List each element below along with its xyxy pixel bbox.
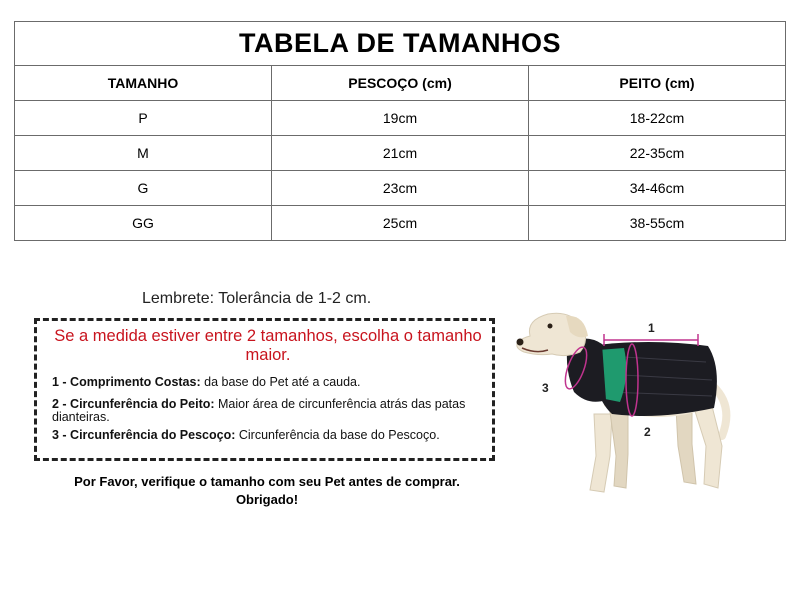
instruction-text: Maior área de circunferência atrás das patas dianteiras. xyxy=(52,397,466,424)
table-row xyxy=(15,136,786,171)
cell-chest: 22-35cm xyxy=(529,136,786,171)
back-length-instruction xyxy=(52,376,484,389)
cell-size: M xyxy=(15,136,272,171)
cell-size: P xyxy=(15,101,272,136)
footer-message xyxy=(22,473,512,509)
instruction-label: 1 - Comprimento Costas: xyxy=(52,375,201,389)
header-chest: PEITO (cm) xyxy=(529,66,786,101)
marker-3: 3 xyxy=(542,381,549,395)
table-row xyxy=(15,171,786,206)
cell-neck: 23cm xyxy=(272,171,529,206)
header-size: TAMANHO xyxy=(15,66,272,101)
cell-neck: 19cm xyxy=(272,101,529,136)
table-header-row xyxy=(15,66,786,101)
dog-front-leg-far xyxy=(610,412,628,488)
cell-size: G xyxy=(15,171,272,206)
table-row xyxy=(15,206,786,241)
marker-2: 2 xyxy=(644,425,651,439)
neck-instruction xyxy=(52,429,484,442)
cell-chest: 34-46cm xyxy=(529,171,786,206)
dog-measurement-illustration xyxy=(508,296,758,506)
chest-instruction xyxy=(52,398,484,424)
footer-thanks: Obrigado! xyxy=(235,492,299,507)
size-warning: Se a medida estiver entre 2 tamanhos, escolha o tamanho maior. xyxy=(54,327,482,364)
dog-back-leg-far xyxy=(676,408,696,484)
instruction-text: Circunferência da base do Pescoço. xyxy=(235,428,440,442)
cell-neck: 21cm xyxy=(272,136,529,171)
instruction-label: 3 - Circunferência do Pescoço: xyxy=(52,428,236,442)
instruction-text: da base do Pet até a cauda. xyxy=(200,375,361,389)
measurement-instructions-box xyxy=(34,318,495,461)
marker-1: 1 xyxy=(648,321,655,335)
cell-chest: 18-22cm xyxy=(529,101,786,136)
footer-line: Por Favor, verifique o tamanho com seu Pet antes de comprar. xyxy=(74,474,460,489)
dog-back-leg xyxy=(694,406,722,488)
cell-neck: 25cm xyxy=(272,206,529,241)
table-title-row xyxy=(15,22,786,66)
dog-nose xyxy=(517,339,524,346)
dog-front-leg xyxy=(590,414,612,492)
instruction-label: 2 - Circunferência do Peito: xyxy=(52,397,215,411)
header-neck: PESCOÇO (cm) xyxy=(272,66,529,101)
size-table xyxy=(14,21,786,241)
table-row xyxy=(15,101,786,136)
table-title: TABELA DE TAMANHOS xyxy=(15,22,786,66)
cell-size: GG xyxy=(15,206,272,241)
dog-eye xyxy=(548,324,553,329)
tolerance-reminder: Lembrete: Tolerância de 1-2 cm. xyxy=(142,290,372,307)
cell-chest: 38-55cm xyxy=(529,206,786,241)
